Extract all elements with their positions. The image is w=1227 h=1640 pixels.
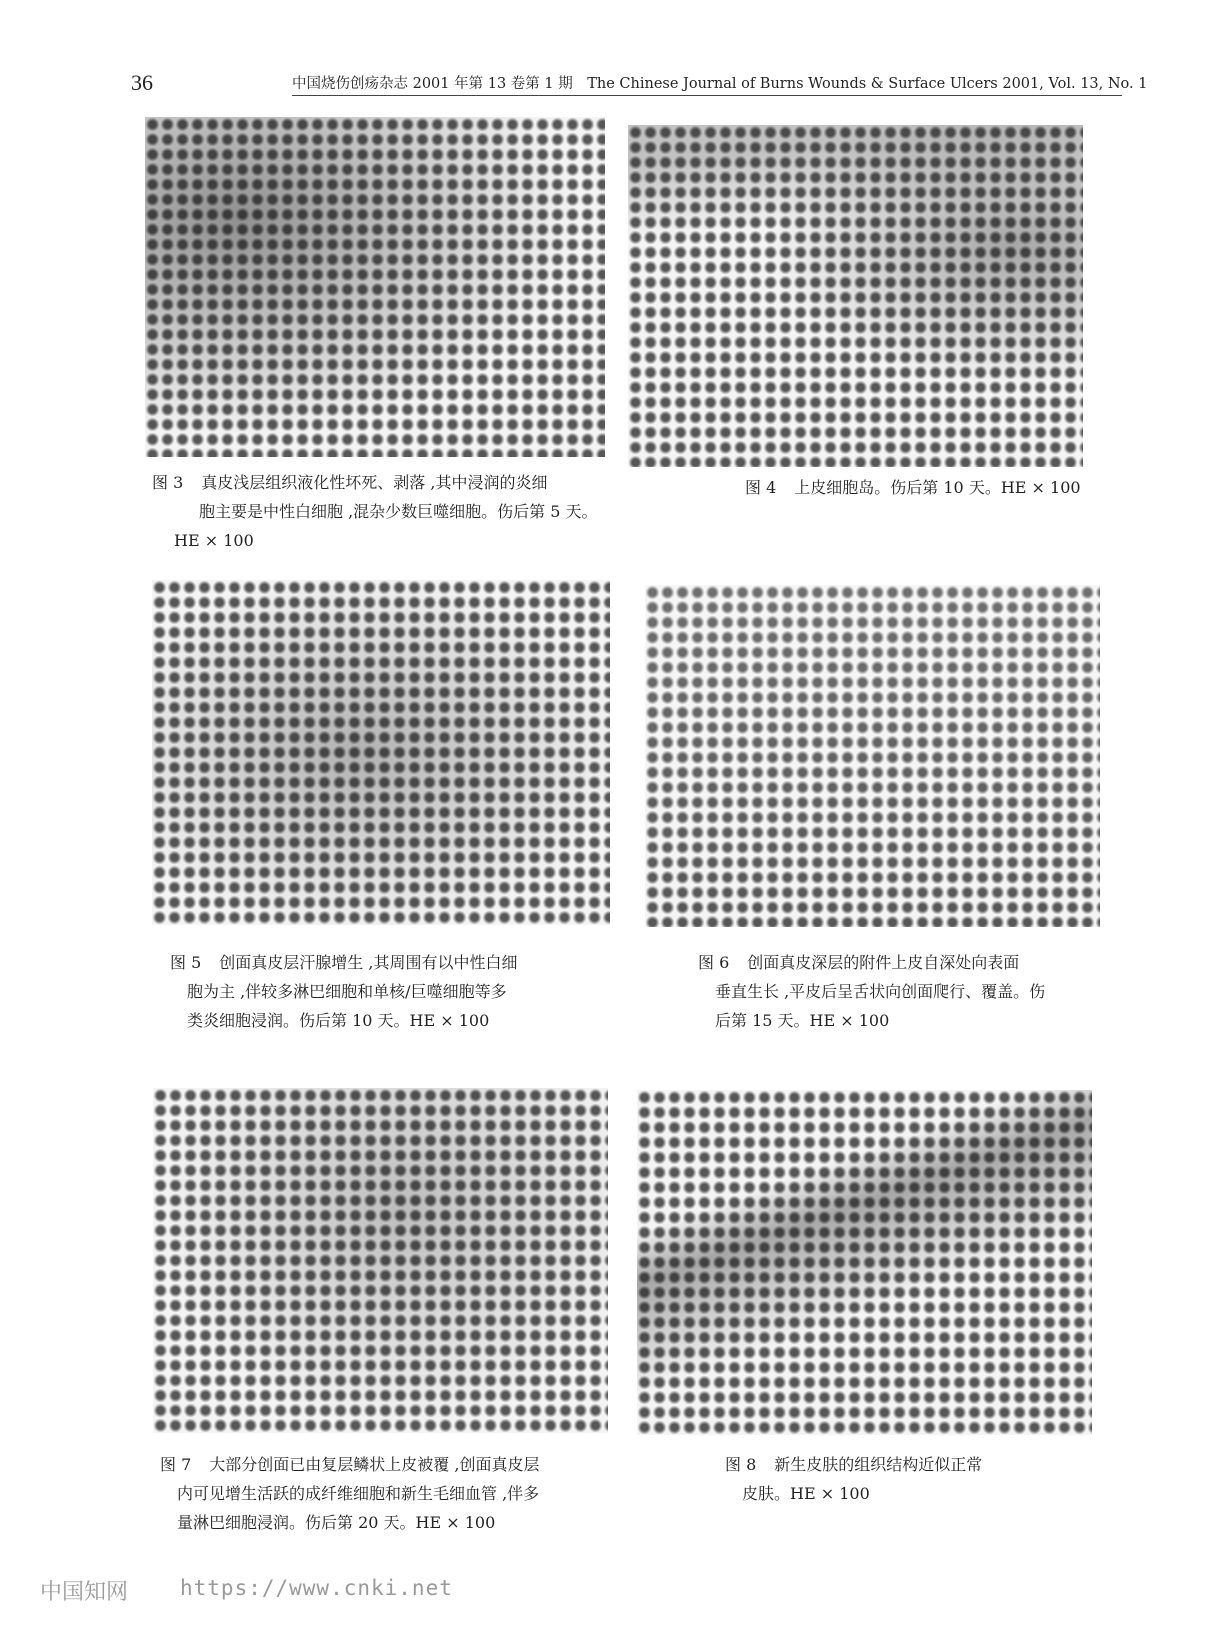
figure-4-line-1: 上皮细胞岛。伤后第 10 天。HE × 100	[794, 478, 1081, 497]
figure-5-line-2: 胞为主 ,伴较多淋巴细胞和单核/巨噬细胞等多	[187, 982, 507, 1001]
header-rule	[292, 95, 1122, 96]
figure-6-line-3: 后第 15 天。HE × 100	[715, 1011, 890, 1030]
figure-3-line-3: HE × 100	[174, 531, 254, 550]
figure-5-micrograph	[152, 580, 610, 925]
cnki-watermark-logo: 中国知网	[40, 1580, 129, 1605]
figure-3-caption	[152, 468, 607, 555]
figure-8-caption	[725, 1450, 1085, 1508]
figure-5-label: 图 5	[170, 953, 202, 972]
figure-8-line-1: 新生皮肤的组织结构近似正常	[774, 1455, 983, 1474]
page-number: 36	[131, 70, 153, 95]
figure-4-micrograph	[628, 125, 1083, 467]
figure-6-line-1: 创面真皮深层的附件上皮自深处向表面	[747, 953, 1020, 972]
figure-5-line-3: 类炎细胞浸润。伤后第 10 天。HE × 100	[187, 1011, 490, 1030]
figure-7-micrograph	[153, 1088, 608, 1433]
figure-7-line-3: 量淋巴细胞浸润。伤后第 20 天。HE × 100	[177, 1513, 496, 1532]
figure-5-line-1: 创面真皮层汗腺增生 ,其周围有以中性白细	[219, 953, 518, 972]
figure-7-label: 图 7	[160, 1455, 192, 1474]
figure-6-label: 图 6	[698, 953, 730, 972]
figure-3-line-1: 真皮浅层组织液化性坏死、剥落 ,其中浸润的炎细	[201, 473, 548, 492]
figure-8-micrograph	[637, 1090, 1092, 1435]
cnki-watermark-url: https://www.cnki.net	[180, 1576, 453, 1600]
figure-4-caption	[745, 473, 1125, 502]
figure-3-label: 图 3	[152, 473, 184, 492]
figure-3-line-2: 胞主要是中性白细胞 ,混杂少数巨噬细胞。伤后第 5 天。	[199, 502, 598, 521]
figure-8-line-2: 皮肤。HE × 100	[742, 1484, 870, 1503]
figure-4-label: 图 4	[745, 478, 777, 497]
figure-6-micrograph	[645, 585, 1100, 927]
figure-3-micrograph	[145, 117, 605, 457]
figure-7-caption	[160, 1450, 630, 1537]
figure-8-label: 图 8	[725, 1455, 757, 1474]
running-header: 中国烧伤创疡杂志 2001 年第 13 卷第 1 期 The Chinese Journal of Burns Wounds & Surface Ulcers 2001, Vol. 13, No. 1	[292, 76, 1148, 92]
figure-6-line-2: 垂直生长 ,平皮后呈舌状向创面爬行、覆盖。伤	[715, 982, 1046, 1001]
figure-7-line-2: 内可见增生活跃的成纤维细胞和新生毛细血管 ,伴多	[177, 1484, 540, 1503]
figure-6-caption	[698, 948, 1118, 1035]
figure-7-line-1: 大部分创面已由复层鳞状上皮被覆 ,创面真皮层	[209, 1455, 540, 1474]
figure-5-caption	[170, 948, 610, 1035]
